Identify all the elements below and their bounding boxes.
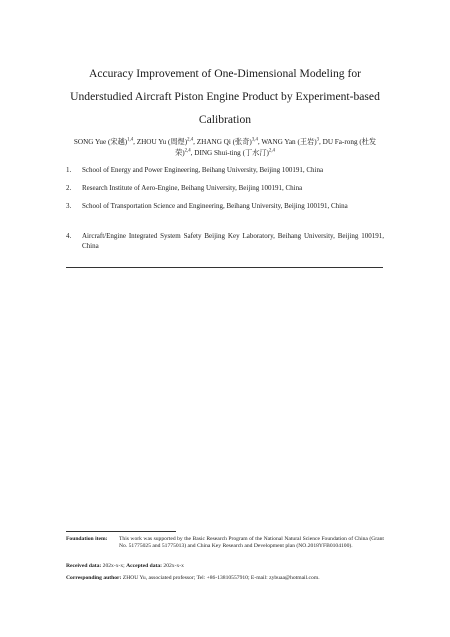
author: ZHANG Qi (张奇)$^{3,4}$, xyxy=(196,137,262,146)
dates-footnote xyxy=(66,563,384,570)
affiliation-text: School of Energy and Power Engineering, Beihang University, Beijing 100191, China xyxy=(82,166,324,174)
accepted-label: Accepted data: xyxy=(126,563,163,569)
foundation-label: Foundation item: xyxy=(66,536,108,542)
paper-title xyxy=(60,62,390,131)
author: DU Fa-rong (杜发荣)$^{2,4}$, xyxy=(175,138,377,157)
affiliation-text: School of Transportation Science and Engineering, Beihang University, Beijing 100191, China xyxy=(82,202,348,210)
author-list xyxy=(66,137,384,159)
affiliation-text: Aircraft/Engine Integrated System Safety Beijing Key Laboratory, Beihang University, Beijing 100191, China xyxy=(82,232,384,250)
affiliation-number: 2. xyxy=(66,184,72,192)
corresponding-text: ZHOU Yu, associated professor; Tel: +86-13810557910; E-mail: zybuaa@hotmail.com. xyxy=(121,575,320,581)
title-line-3: Calibration xyxy=(198,113,252,126)
title-line-1: Accuracy Improvement of One-Dimensional Modeling for xyxy=(88,67,362,80)
title-line-2: Understudied Aircraft Piston Engine Product by Experiment-based xyxy=(70,90,380,103)
header-divider xyxy=(66,267,383,268)
corresponding-label: Corresponding author: xyxy=(66,575,122,581)
affiliation-number: 1. xyxy=(66,166,72,174)
foundation-text: This work was supported by the Basic Research Program of the National Natural Science Foundation of China (Grant No. 51775025 and 51775013) and China Key Research and Development plan (NO.2018YFB0104100). xyxy=(119,536,384,549)
received-label: Received data: xyxy=(66,563,102,569)
received-value: 202x-x-x; xyxy=(101,563,127,569)
author: SONG Yue (宋越)$^{1,4}$, xyxy=(73,137,137,146)
footnote-divider xyxy=(66,531,176,532)
affiliation-number: 3. xyxy=(66,202,72,210)
accepted-value: 202x-x-x xyxy=(162,563,184,569)
author: ZHOU Yu (周煜)$^{2,4}$, xyxy=(136,137,197,146)
corresponding-footnote xyxy=(66,575,384,582)
author: DING Shui-ting (丁水汀)$^{2,4}$ xyxy=(194,148,275,157)
affiliation-text: Research Institute of Aero-Engine, Beihang University, Beijing 100191, China xyxy=(82,184,303,192)
author: WANG Yan (王岩)$^3$, xyxy=(261,137,323,146)
affiliation-number: 4. xyxy=(66,232,72,240)
